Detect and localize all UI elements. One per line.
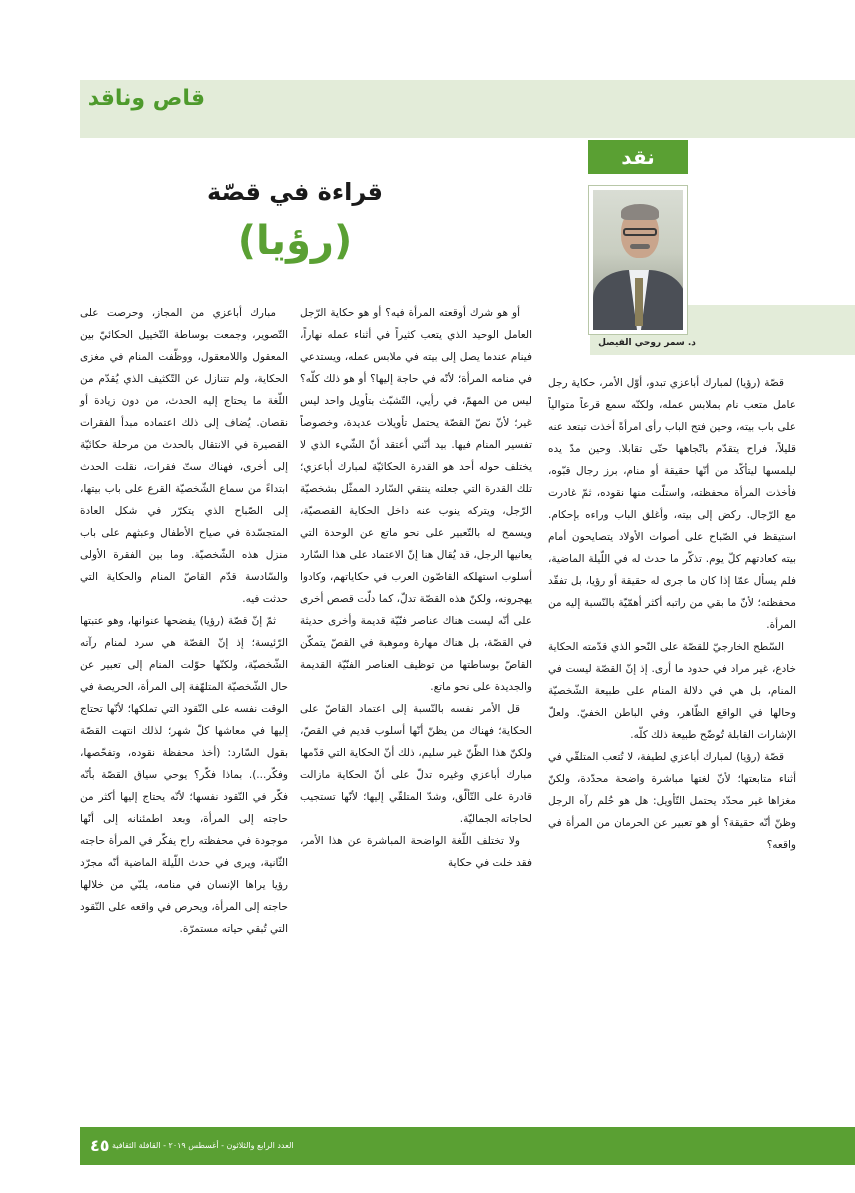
author-name: د. سمر روحي الفيصل: [598, 338, 696, 348]
paragraph: السّطح الخارجيّ للقصّة على النّحو الذي قدّمته الحكاية خادع، غير مراد في حدود ما أرى. إذ إنّ القصّة ليست في المنام، بل هي في دلالة المنام على طبيعة الشّخصيّة وحالها في الواقع الظّاهر، وفي الباطن الخفيّ. ولعلّ الإشارات القابلة تُوضّح طبيعة ذلك كلّه.: [548, 641, 796, 741]
footer-issue-info: العدد الرابع والثلاثون - أغسطس ٢٠١٩ - القافلة الثقافية: [112, 1141, 294, 1150]
article-kind-badge: نقد: [588, 140, 688, 174]
author-portrait-image: [593, 190, 683, 330]
article-title-story-name: (رؤيا): [237, 218, 353, 264]
author-photo: [588, 185, 688, 335]
paragraph: مبارك أباعزي من المجاز، وحرصت على التّصوير، وجمعت بوساطة التّخييل الحكائيّ بين المعقول واللامعقول، ووظّفت المنام في مغزى الحكاية، ولم تتنازل عن التّكثيف الذي يُقدّم من اللّغة ما يحتاج إليه الحدث، من دون زيادة أو نقصان. يُضاف إلى ذلك اعتماده مبدأ الفقرات القصيرة في الانتقال بالحدث من مرحلة حكائيّة إلى أخرى، فهناك ستّ فقرات، نقلت الحدث ابتداءً من سماع الشّخصيّة القرع على باب بيتها، إلى الصّباح الذي يتكرّر في شكل العادة المتجسّدة في صياح الأطفال وعبثهم على باب منزل هذه الشّخصيّة. وما بين الفقرة الأولى والسّادسة قدّم القاصّ المنام والحكاية التي حدثت فيه.: [80, 307, 288, 605]
paragraph: أو هو شرك أوقعته المرأة فيه؟ أو هو حكاية الرّجل العامل الوحيد الذي يتعب كثيراً في أثناء عمله نهاراً، فينام عندما يصل إلى بيته في ملابس عمله، ويستدعي في منامه المرأة؛ لأنّه في حاجة إليها؟ أو هو ذلك كلّه؟ ليس من المهمّ، في رأيي، التّشبّث بتأويل واحد ليس غير؛ لأنّ نصّ القصّة يحتمل تأويلات عديدة، وخصوصاً تفسير المنام فيها. بيد أنّني أعتقد أنّ الشّيء الذي لا يختلف حوله أحد هو القدرة الحكائيّة لمبارك أباعزي؛ تلك القدرة التي جعلته ينتقي السّارد الممثّل بشخصيّة الرّجل، ويتركه ينوب عنه داخل الحكاية القصصيّة، ويسمح له بالتّعبير على نحو ماتع عن الوحدة التي يعانيها الرجل، قد يُقال هنا إنّ الاعتماد على هذا السّارد أسلوب استهلكه القاصّون العرب في حكاياتهم، وكادوا يهجرونه، ولكنّ هذه القصّة تدلّ، كما دلّت قصص أخرى على أنّه ليست هناك عناصر فنّيّة قديمة وأخرى حديثة في القصّة، بل هناك مهارة وموهبة في القصّ يتمكّن القاصّ بوساطتها من توظيف العناصر الفنّيّة القديمة والجديدة على نحو ماتع.: [300, 307, 532, 693]
paragraph: قصّة (رؤيا) لمبارك أباعزي لطيفة، لا تُتعب المتلقّي في أثناء متابعتها؛ لأنّ لغتها مباشرة واضحة محدّدة، ولكنّ مغزاها غير محدّد يحتمل التّأويل: هل هو حُلم رآه الرجل وظنّ أنّه حقيقة؟ أو هو تعبير عن الحرمان من المرأة في واقعه؟: [548, 751, 796, 851]
page-number: ٤٥: [90, 1136, 110, 1155]
text-column-left: [80, 302, 288, 940]
paragraph: قل الأمر نفسه بالنّسبة إلى اعتماد القاصّ على الحكاية؛ فهناك من يظنّ أنّها أسلوب قديم في القصّ، ولكنّ هذا الظّنّ غير سليم، ذلك أنّ الحكاية التي قدّمها مبارك أباعزي وغيره تدلّ على أنّ الحكاية مازالت قادرة على التّألّق، وشدّ المتلقّي إليها؛ لأنّها تستجيب لحاجاته الجماليّة.: [300, 703, 532, 825]
paragraph: ولا تختلف اللّغة الواضحة المباشرة عن هذا الأمر، فقد خلت في حكاية: [300, 835, 532, 869]
text-column-middle: [300, 302, 532, 874]
paragraph: ثمّ إنّ قصّة (رؤيا) يفضحها عنوانها، وهو عتبتها الرّئيسة؛ إذ إنّ القصّة هي سرد لمنام رآته الشّخصيّة، ولكنّها حوّلت المنام إلى تعبير عن حال الشّخصيّة المتلهّفة إلى المرأة، الحريصة في الوقت نفسه على النّقود التي تملكها؛ لأنّها تحتاج إليها في معاشها كلّ شهر؛ لذلك انتهت القصّة بقول السّارد: (أخذ محفظة نقوده، وتفحّصها، وفكّر...). بماذا فكّر؟ يوحي سياق القصّة بأنّه فكّر في النّقود نفسها؛ لأنّه يحتاج إليها أكثر من حاجته إلى المرأة، وبعد اطمئنانه إلى أنّها موجودة في محفظته راح يفكّر في المرأة حاجته الثّانية، ويرى في حدث اللّيلة الماضية أنّه مجرّد رؤيا يراها الإنسان في منامه، يلبّي من خلالها حاجته إلى المرأة، ويحرص في واقعه على النّقود التي تُبقي حياته مستمرّة.: [80, 615, 288, 935]
text-column-right: [548, 372, 796, 856]
section-title: قاص وناقد: [87, 86, 205, 111]
article-title: قراءة في قصّة: [207, 178, 383, 206]
paragraph: قصّة (رؤيا) لمبارك أباعزي تبدو، أوّل الأمر، حكاية رجل عامل متعب نام بملابس عمله، ولكنّه سمع قرعاً متوالياً على باب بيته، وحين فتح الباب رأى امرأةً أخذت تبتعد عنه قليلاً، فراح يتقدّم باتّجاهها حتّى تقابلا. وحين مدّ يده ليلمسها ليتأكّد من أنّها حقيقة أو منام، برز رجال قبّوه، فأخذت المرأة محفظته، واستلّت منها نقوده، ثمّ غادرت مع الرّجال. ركض إلى بيته، وأغلق الباب وراءه بإحكام. استيقظ في الصّباح على أصوات الأولاد يتصايحون أمام بيته كعادتهم كلّ يوم. تذكّر ما حدث له في اللّيلة الماضية، فلم يسأل عمّا إذا كان ما جرى له حقيقة أو رؤيا، بل تفقّد محفظته؛ لأنّ ما بقي من راتبه أكثر أهمّيّة بالنّسبة إليه من المرأة.: [548, 377, 796, 631]
